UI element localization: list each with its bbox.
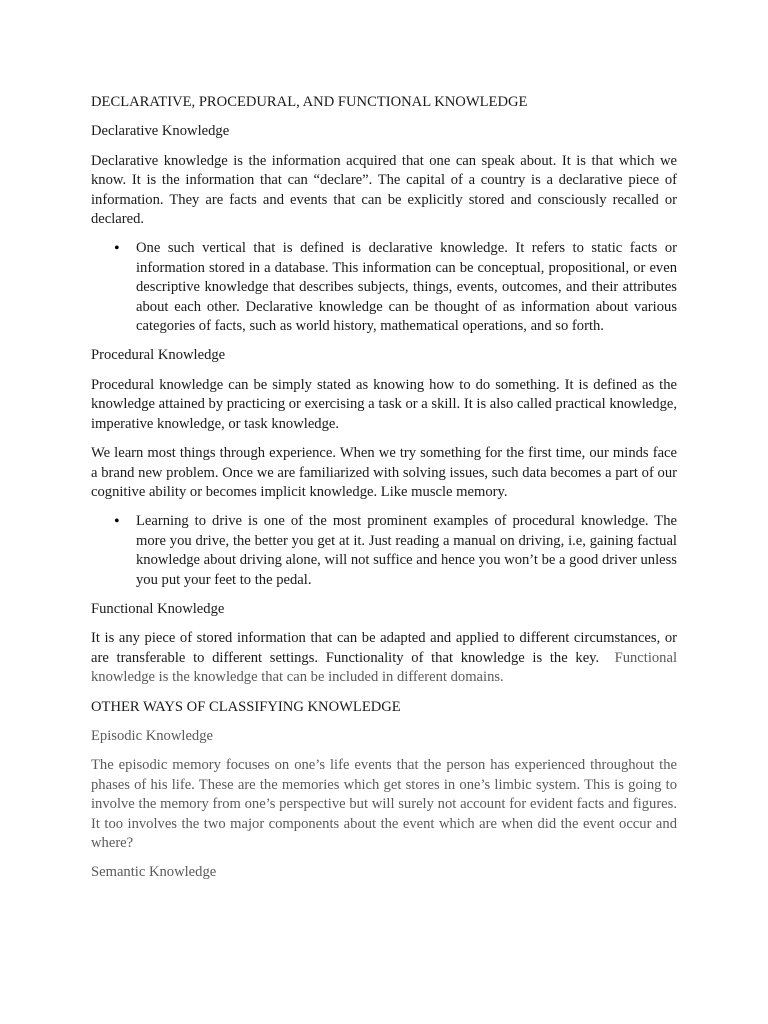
functional-heading: Functional Knowledge <box>91 600 225 617</box>
declarative-heading: Declarative Knowledge <box>91 123 230 140</box>
document-page <box>91 93 677 893</box>
declarative-bullet-list <box>91 239 677 336</box>
bullet-icon: • <box>114 513 120 531</box>
list-item <box>114 239 677 336</box>
functional-paragraph <box>91 629 677 687</box>
declarative-bullet-text: One such vertical that is defined is declarative knowledge. It refers to static facts or information stored in a database. This information can be conceptual, propositional, or even descriptive knowledge that describes subjects, things, events, outcomes, and their attributes about each other. Declarative knowledge can be thought of as information about various categories of facts, such as world history, mathematical operations, and so forth. <box>136 240 677 335</box>
procedural-paragraph-1: Procedural knowledge can be simply stated as knowing how to do something. It is defined as the knowledge attained by practicing or exercising a task or a skill. It is also called practical knowledge, imperative knowledge, or task knowledge. <box>91 376 677 432</box>
functional-text-gray: Functional knowledge is the knowledge that can be included in different domains. <box>91 649 678 686</box>
functional-text-main: It is any piece of stored information that can be adapted and applied to different circumstances, or are transferable to different settings. Functionality of that knowledge is the key. <box>91 630 677 666</box>
episodic-paragraph: The episodic memory focuses on one’s life events that the person has experienced throughout the phases of his life. These are the memories which get stores in one’s limbic system. This is going to involve the memory from one’s perspective but will surely not account for evident facts and figures. It too involves the two major components about the event which are when did the event occur and where? <box>91 757 677 851</box>
episodic-heading: Episodic Knowledge <box>91 727 213 744</box>
list-item <box>114 512 677 590</box>
semantic-heading: Semantic Knowledge <box>91 864 217 881</box>
document-title: DECLARATIVE, PROCEDURAL, AND FUNCTIONAL KNOWLEDGE <box>91 94 528 110</box>
procedural-paragraph-2: We learn most things through experience. When we try something for the first time, our minds face a brand new problem. Once we are familiarized with solving issues, such data becomes a part of our cognitive ability or becomes implicit knowledge. Like muscle memory. <box>91 445 677 500</box>
other-ways-title: OTHER WAYS OF CLASSIFYING KNOWLEDGE <box>91 698 401 715</box>
procedural-bullet-list <box>91 512 677 590</box>
procedural-bullet-text: Learning to drive is one of the most prominent examples of procedural knowledge. The more you drive, the better you get at it. Just reading a manual on driving, i.e, gaining factual knowledge about driving alone, will not suffice and hence you won’t be a good driver unless you put your feet to the pedal. <box>136 513 677 588</box>
procedural-heading: Procedural Knowledge <box>91 347 226 364</box>
declarative-paragraph: Declarative knowledge is the information acquired that one can speak about. It is that which we know. It is the information that can “declare”. The capital of a country is a declarative piece of information. They are facts and events that can be explicitly stored and consciously recalled or declared. <box>91 152 677 228</box>
bullet-icon: • <box>114 240 120 258</box>
